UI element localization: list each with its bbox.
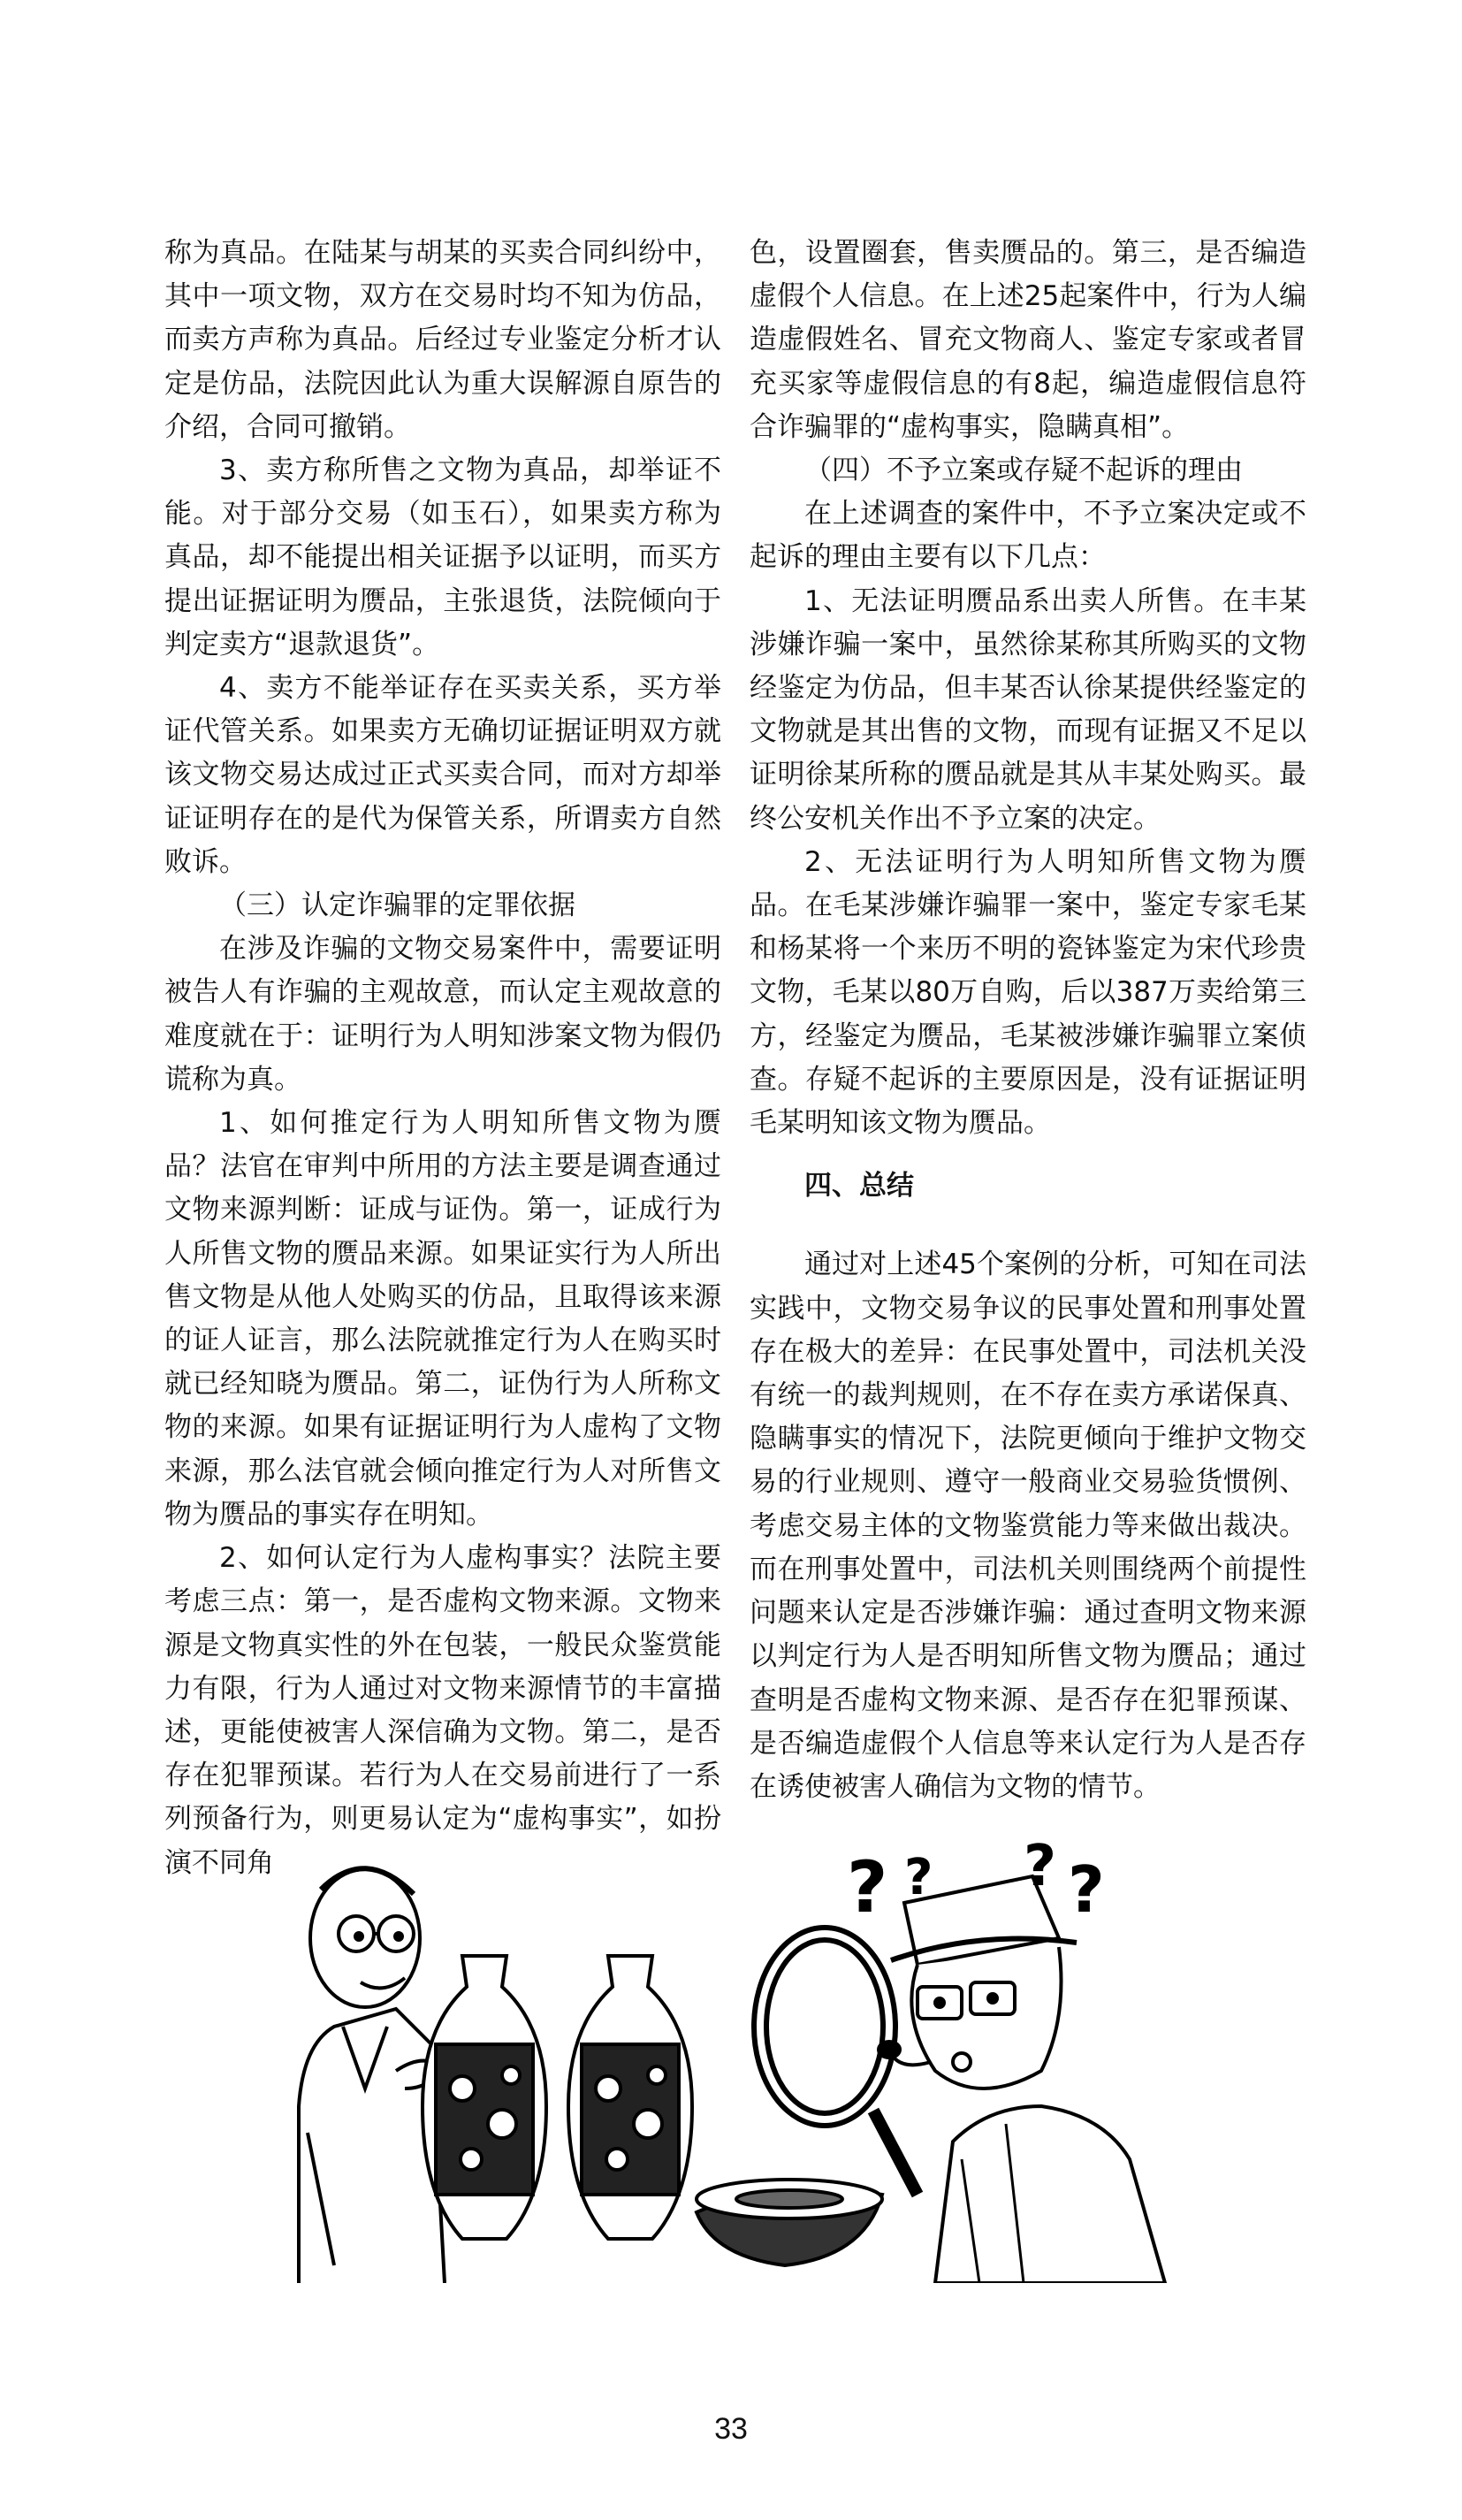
paragraph: 1、无法证明赝品系出卖人所售。在丰某涉嫌诈骗一案中，虽然徐某称其所购买的文物经鉴定为仿品，但丰某否认徐某提供经鉴定的文物就是其出售的文物，而现有证据又不足以证明徐某所称的赝品就是其从丰某处购买。最终公安机关作出不予立案的决定。 [750, 584, 1306, 835]
left-column [164, 232, 721, 1885]
section-heading: 四、总结 [804, 1170, 914, 1203]
bowl [697, 2180, 882, 2265]
magnifying-glass-icon [754, 1928, 918, 2195]
paragraph: 4、卖方不能举证存在买卖关系，买方举证代管关系。如果卖方无确切证据证明双方就该文物交易达成过正式买卖合同，而对方却举证证明存在的是代为保管关系，所谓卖方自然败诉。 [164, 672, 721, 878]
paragraph: 称为真品。在陆某与胡某的买卖合同纠纷中，其中一项文物，双方在交易时均不知为仿品，而卖方声称为真品。后经过专业鉴定分析才认定是仿品，法院因此认为重大误解源自原告的介绍，合同可撤销。 [164, 237, 721, 443]
paragraph: 2、如何认定行为人虚构事实？法院主要考虑三点：第一，是否虚构文物来源。文物来源是文物真实性的外在包装，一般民众鉴赏能力有限，行为人通过对文物来源情节的丰富描述，更能使被害人深信确为文物。第二，是否存在犯罪预谋。若行为人在交易前进行了一系列预备行为，则更易认定为“虚构事实”，如扮演不同角 [164, 1542, 721, 1879]
paragraph: 在涉及诈骗的文物交易案件中，需要证明被告人有诈骗的主观故意，而认定主观故意的难度就在于：证明行为人明知涉案文物为假仍谎称为真。 [164, 933, 721, 1096]
question-mark: ? [847, 1846, 888, 1928]
vase-left [423, 1956, 546, 2239]
question-mark: ? [904, 1849, 933, 1906]
paragraph: 在上述调查的案件中，不予立案决定或不起诉的理由主要有以下几点： [750, 498, 1306, 574]
vase-right [568, 1956, 692, 2239]
paragraph: 通过对上述45个案例的分析，可知在司法实践中，文物交易争议的民事处置和刑事处置存在极大的差异：在民事处置中，司法机关没有统一的裁判规则，在不存在卖方承诺保真、隐瞒事实的情况下，法院更倾向于维护文物交易的行业规则、遵守一般商业交易验货惯例、考虑交易主体的文物鉴赏能力等来做出裁决。而在刑事处置中，司法机关则围绕两个前提性问题来认定是否涉嫌诈骗：通过查明文物来源以判定行为人是否明知所售文物为赝品；通过查明是否虚构文物来源、是否存在犯罪预谋、是否编造虚假个人信息等来认定行为人是否存在诱使被害人确信为文物的情节。 [750, 1249, 1306, 1803]
page-number: 33 [714, 2412, 748, 2446]
right-column [750, 232, 1306, 1809]
paragraph: 3、卖方称所售之文物为真品，却举证不能。对于部分交易（如玉石），如果卖方称为真品，却不能提出相关证据予以证明，而买方提出证据证明为赝品，主张退货，法院倾向于判定卖方“退款退货”。 [164, 454, 721, 661]
question-mark: ? [1068, 1852, 1105, 1927]
cartoon-illustration [281, 1841, 1183, 2283]
detective-figure [879, 1876, 1165, 2283]
section-subheading: （三）认定诈骗罪的定罪依据 [219, 890, 575, 922]
section-subheading: （四）不予立案或存疑不起诉的理由 [804, 454, 1243, 487]
paragraph: 2、无法证明行为人明知所售文物为赝品。在毛某涉嫌诈骗罪一案中，鉴定专家毛某和杨某将一个来历不明的瓷钵鉴定为宋代珍贵文物，毛某以80万自购，后以387万卖给第三方，经鉴定为赝品，毛某被涉嫌诈骗罪立案侦查。存疑不起诉的主要原因是，没有证据证明毛某明知该文物为赝品。 [750, 845, 1306, 1140]
paragraph: 1、如何推定行为人明知所售文物为赝品？法官在审判中所用的方法主要是调查通过文物来源判断：证成与证伪。第一，证成行为人所售文物的赝品来源。如果证实行为人所出售文物是从他人处购买的仿品，且取得该来源的证人证言，那么法院就推定行为人在购买时就已经知晓为赝品。第二，证伪行为人所称文物的来源。如果有证据证明行为人虚构了文物来源，那么法官就会倾向推定行为人对所售文物为赝品的事实存在明知。 [164, 1107, 721, 1531]
paragraph: 色，设置圈套，售卖赝品的。第三，是否编造虚假个人信息。在上述25起案件中，行为人编造虚假姓名、冒充文物商人、鉴定专家或者冒充买家等虚假信息的有8起，编造虚假信息符合诈骗罪的“虚构事实，隐瞒真相”。 [750, 237, 1306, 443]
question-mark: ? [1024, 1841, 1057, 1899]
